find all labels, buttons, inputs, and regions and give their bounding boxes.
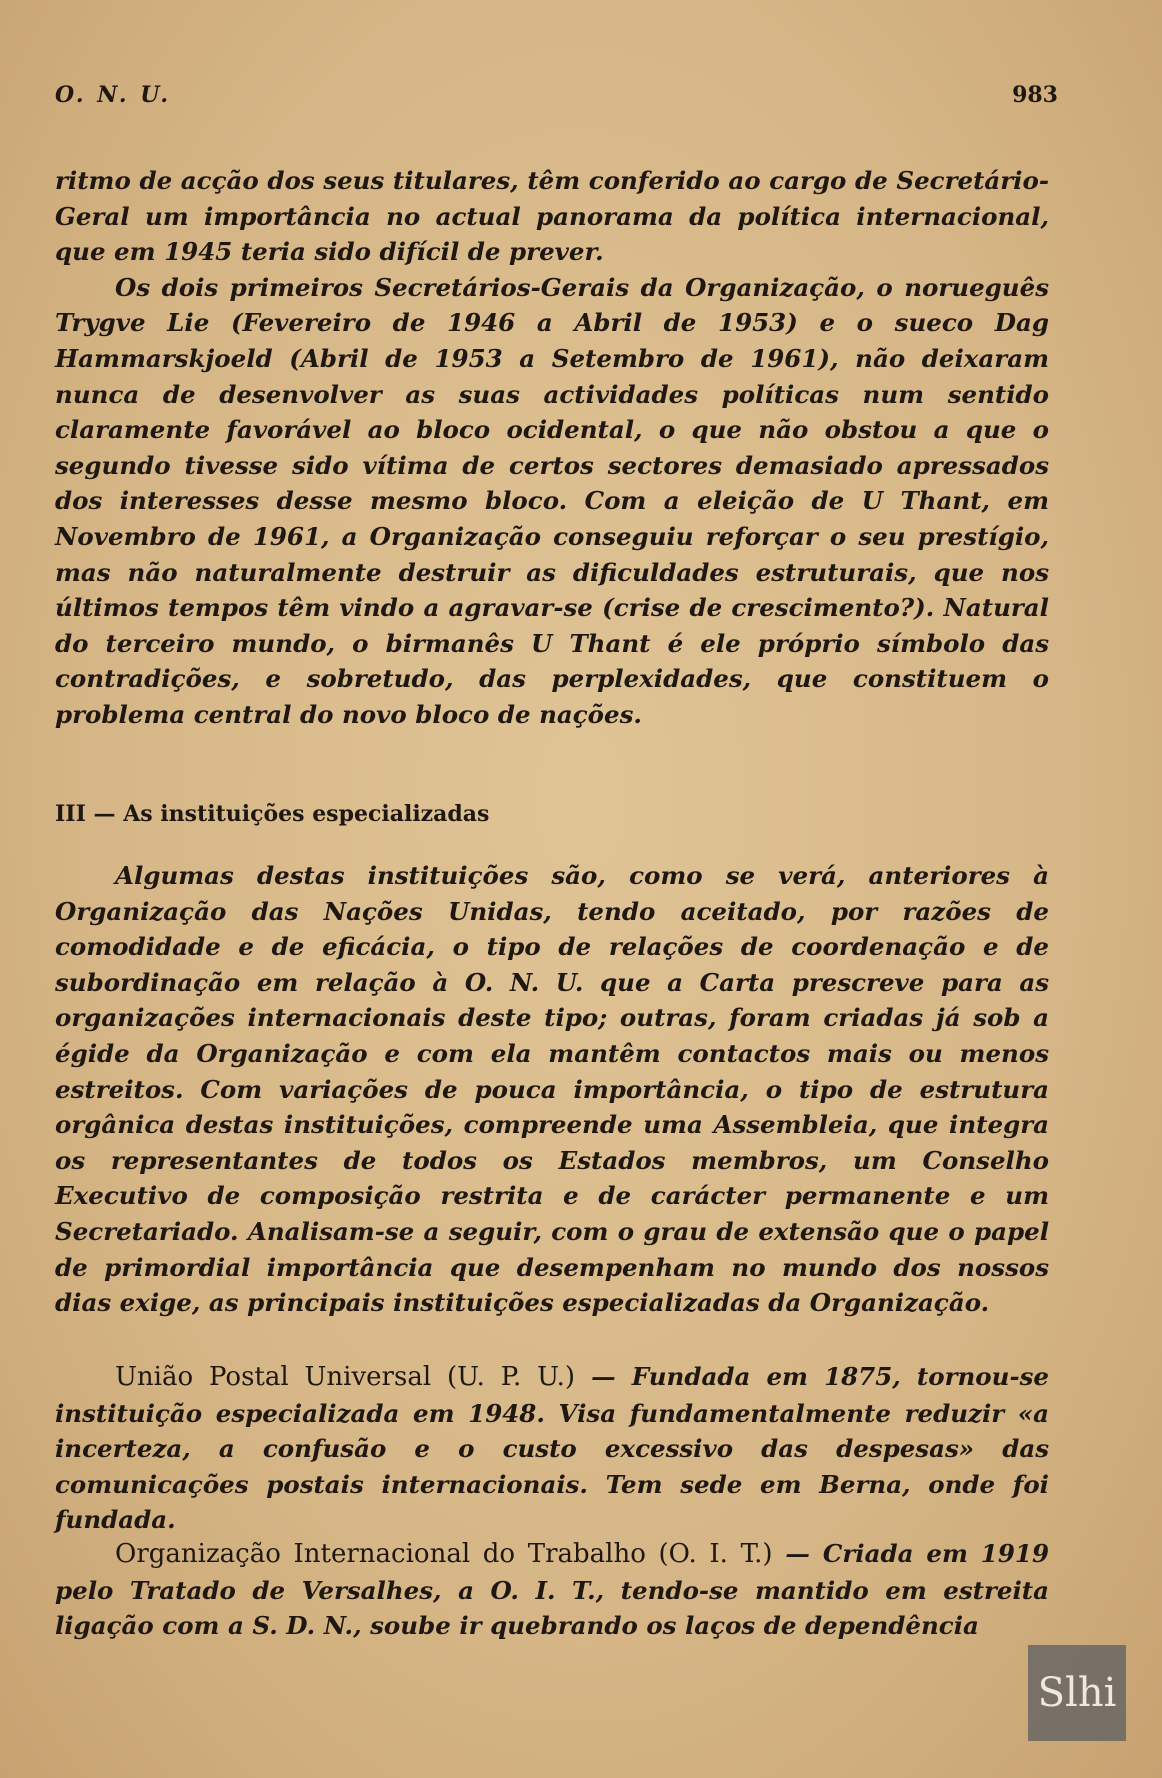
entry-text: — Fundada em 1875, tornou-se instituição especializada em 1948. Visa fundamentalmente reduzir «a incerteza, a confusão e o custo excessivo das despesas» das comunicações postais internacionais. Tem sede em Berna, onde foi fundada.: [55, 1362, 1049, 1535]
paragraph: Os dois primeiros Secretários-Gerais da Organização, o norueguês Trygve Lie (Fevereiro de 1946 a Abril de 1953) e o sueco Dag Hammarskjoeld (Abril de 1953 a Setembro de 1961), não deixaram nunca de desenvolver as suas actividades políticas num sentido claramente favorável ao bloco ocidental, o que não obstou a que o segundo tivesse sido vítima de certos sectores demasiado apressados dos interesses desse mesmo bloco. Com a eleição de U Thant, em Novembro de 1961, a Organização conseguiu reforçar o seu prestígio, mas não naturalmente destruir as dificuldades estruturais, que nos últimos tempos têm vindo a agravar-se (crise de crescimento?). Natural do terceiro mundo, o birmanês U Thant é ele próprio símbolo das contradições, e sobretudo, das perplexidades, que constituem o problema central do novo bloco de nações.: [55, 272, 1049, 729]
section-heading: III — As instituições especializadas: [55, 801, 490, 827]
paragraph: Algumas destas instituições são, como se verá, anteriores à Organização das Nações Unidas, tendo aceitado, por razões de comodidade e de eficácia, o tipo de relações de coordenação e de subordinação em relação à O. N. U. que a Carta prescreve para as organizações internacionais deste tipo; outras, foram criadas já sob a égide da Organização e com ela mantêm contactos mais ou menos estreitos. Com variações de pouca importância, o tipo de estrutura orgânica destas instituições, compreende uma Assembleia, que integra os representantes de todos os Estados membros, um Conselho Executivo de composição restrita e de carácter permanente e um Secretariado. Analisam-se a seguir, com o grau de extensão que o papel de primordial importância que desempenham no mundo dos nossos dias exige, as principais instituições especializadas da Organização.: [55, 861, 1049, 1318]
entry-oit: [55, 1536, 1049, 1644]
entry-text: — Criada em 1919 pelo Tratado de Versalhes, a O. I. T., tendo-se mantido em estreita ligação com a S. D. N., soube ir quebrando os laços de dependência: [55, 1539, 1049, 1641]
watermark-logo: Slhi: [1028, 1645, 1126, 1741]
running-header: [55, 82, 1058, 112]
running-title: O. N. U.: [55, 82, 172, 108]
entry-name: Organização Internacional do Trabalho (O. I. T.): [115, 1539, 773, 1569]
paragraph: ritmo de acção dos seus titulares, têm conferido ao cargo de Secretário-Geral um importância no actual panorama da política internacional, que em 1945 teria sido difícil de prever.: [55, 166, 1049, 267]
page-number: 983: [1012, 82, 1058, 108]
intro-text: [55, 163, 1049, 733]
section-text: [55, 858, 1049, 1321]
entry-name: União Postal Universal (U. P. U.): [115, 1362, 576, 1392]
entry-upu: [55, 1359, 1049, 1538]
